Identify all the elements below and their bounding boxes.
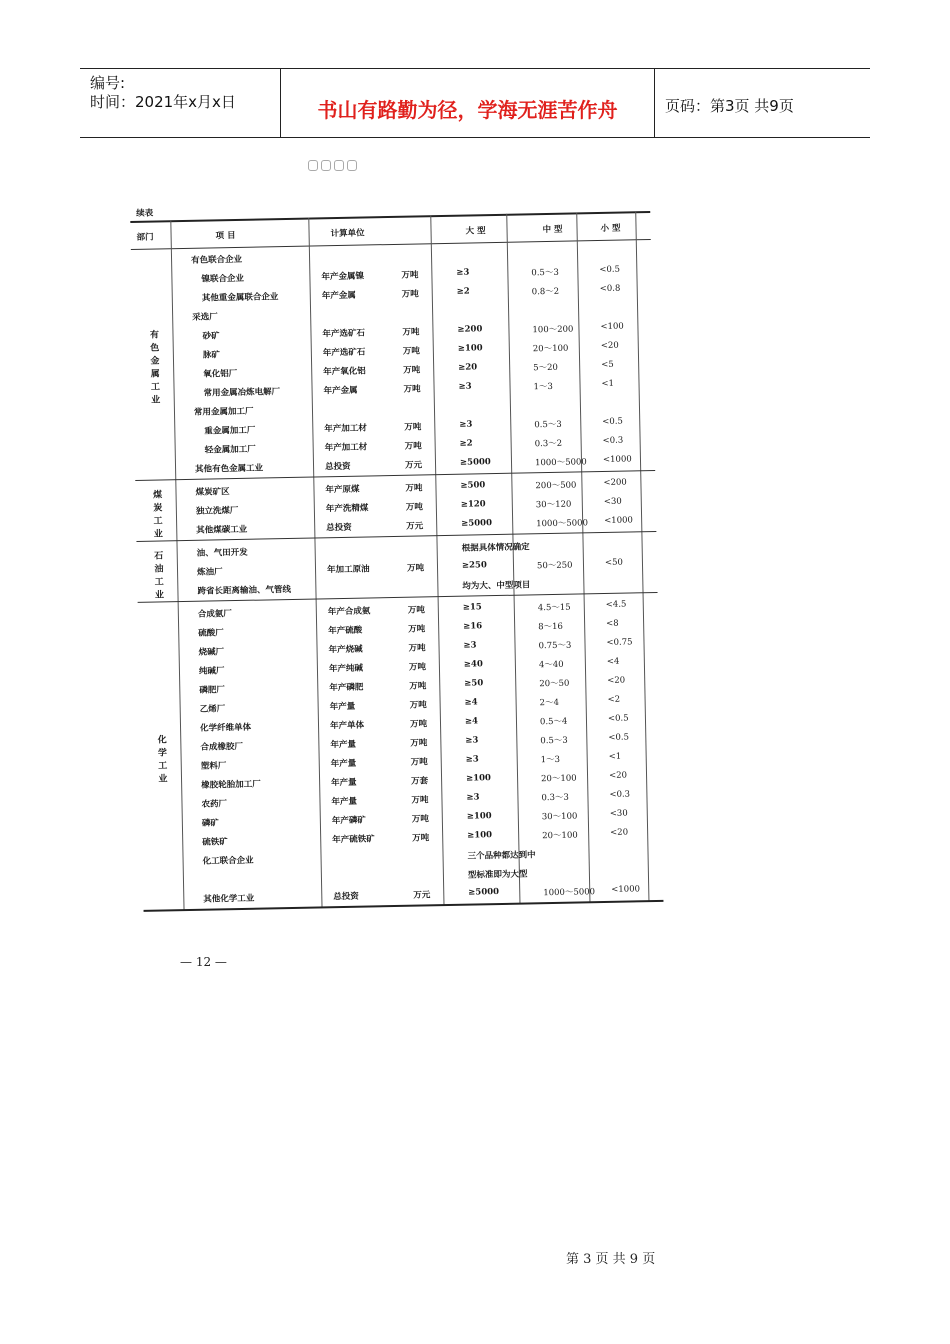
large-cell: ≥3 — [458, 381, 472, 392]
item-cell: 乙烯厂 — [199, 704, 226, 715]
item-cell: 磷矿 — [201, 818, 219, 829]
item-cell: 塑料厂 — [200, 761, 227, 772]
item-cell: 常用金属冶炼电解厂 — [203, 387, 281, 399]
item-cell: 化学纤维单体 — [199, 722, 252, 734]
magnitude-cell: 万元 — [406, 521, 424, 532]
magnitude-cell: 万吨 — [410, 757, 428, 768]
header-page-cell — [655, 69, 870, 137]
medium-cell: 4～40 — [538, 659, 564, 671]
magnitude-cell: 万吨 — [409, 681, 427, 692]
column-header: 部门 — [136, 232, 154, 243]
large-cell: 型标准即为大型 — [467, 869, 528, 881]
magnitude-cell: 万吨 — [402, 346, 420, 357]
unit-cell: 年产氧化铝 — [323, 366, 366, 378]
unit-cell: 年产量 — [329, 701, 356, 713]
small-cell: <1000 — [604, 515, 634, 526]
medium-cell: 0.3～3 — [541, 792, 569, 804]
magnitude-cell: 万吨 — [405, 502, 423, 513]
column-rule — [635, 211, 649, 901]
medium-cell: 0.5～3 — [540, 735, 568, 747]
item-cell: 化工联合企业 — [202, 855, 254, 867]
item-cell: 磷肥厂 — [199, 685, 225, 696]
unit-cell: 年产量 — [330, 739, 357, 751]
magnitude-cell: 万吨 — [403, 384, 421, 395]
small-cell: <0.5 — [608, 732, 630, 743]
small-cell: <20 — [608, 770, 628, 781]
large-cell: ≥20 — [458, 362, 478, 373]
item-cell: 橡胶轮胎加工厂 — [201, 779, 261, 791]
unit-cell: 总投资 — [326, 522, 352, 534]
large-cell: 根据具体情况确定 — [461, 542, 530, 554]
large-cell: ≥2 — [459, 438, 473, 449]
large-cell: ≥5000 — [459, 457, 491, 468]
item-cell: 纯碱厂 — [198, 666, 225, 677]
medium-cell: 5～20 — [533, 362, 559, 374]
small-cell: <0.5 — [607, 713, 629, 724]
item-cell: 其他重金属联合企业 — [201, 292, 279, 304]
column-rule — [170, 220, 184, 910]
unit-cell: 年产加工材 — [324, 442, 368, 454]
magnitude-cell: 万吨 — [412, 833, 430, 844]
large-cell: ≥4 — [464, 697, 478, 708]
medium-cell: 20～100 — [542, 830, 578, 842]
item-cell: 其他煤碳工业 — [196, 524, 248, 536]
large-cell: ≥3 — [465, 735, 479, 746]
column-rule — [308, 218, 322, 908]
large-cell: ≥2 — [456, 286, 470, 297]
item-cell: 跨省长距离输油、气管线 — [197, 584, 292, 597]
medium-cell: 30～100 — [541, 811, 578, 823]
unit-cell: 年产纯碱 — [328, 663, 364, 675]
page-footer: 第 3 页 共 9 页 — [566, 1252, 656, 1267]
unit-cell: 年产硫铁矿 — [332, 834, 375, 846]
item-cell: 煤炭矿区 — [195, 487, 230, 498]
motto: 书山有路勤为径，学海无涯苦作舟 — [317, 98, 618, 122]
item-cell: 氧化铝厂 — [203, 368, 238, 380]
item-cell: 常用金属加工厂 — [193, 406, 254, 418]
medium-cell: 4.5～15 — [537, 602, 571, 614]
header-bottom-rule — [131, 239, 651, 250]
large-cell: ≥100 — [466, 811, 492, 822]
unit-cell: 年产量 — [331, 777, 357, 789]
medium-cell: 0.5～3 — [531, 267, 559, 279]
medium-cell: 50～250 — [536, 560, 573, 572]
large-cell: ≥100 — [457, 343, 483, 354]
item-cell: 硫铁矿 — [202, 837, 228, 848]
large-cell: ≥50 — [464, 678, 484, 689]
item-cell: 农药厂 — [201, 799, 228, 810]
item-cell: 镍联合企业 — [201, 273, 245, 285]
medium-cell: 100～200 — [532, 324, 574, 336]
unit-cell: 总投资 — [333, 891, 359, 903]
department-label: 有 色 金 属 工 业 — [149, 330, 161, 406]
small-cell: <5 — [601, 359, 614, 370]
column-header: 中 型 — [542, 224, 563, 236]
unit-cell: 年产单体 — [329, 720, 365, 732]
department-label: 化 学 工 业 — [157, 735, 168, 785]
magnitude-cell: 万元 — [413, 890, 431, 901]
small-cell: <4.5 — [605, 599, 627, 610]
large-cell: ≥5000 — [461, 518, 493, 529]
column-header: 计算单位 — [330, 228, 365, 240]
small-cell: <1000 — [611, 884, 641, 895]
unit-cell: 年产金属镍 — [321, 271, 365, 283]
column-rule — [576, 212, 590, 902]
item-cell: 合成橡胶厂 — [200, 741, 244, 753]
small-cell: <0.3 — [602, 435, 624, 446]
unit-cell: 年产烧碱 — [328, 644, 363, 656]
large-cell: 均为大、中型项目 — [462, 580, 531, 592]
medium-cell: 0.5～3 — [534, 419, 562, 431]
document-header — [80, 68, 870, 138]
column-header: 大 型 — [465, 226, 486, 237]
page-label: 页码：第3页 共9页 — [665, 97, 794, 115]
small-cell: <30 — [609, 808, 628, 819]
small-cell: <2 — [607, 694, 621, 705]
header-info-cell — [80, 69, 281, 137]
unit-cell: 年产量 — [330, 758, 357, 770]
column-header: 项 目 — [215, 230, 236, 242]
unit-cell: 年产金属 — [323, 385, 358, 397]
unit-cell: 年产原煤 — [325, 484, 360, 496]
unit-cell: 年加工原油 — [326, 564, 370, 576]
medium-cell: 0.8～2 — [531, 286, 560, 298]
small-cell: <20 — [600, 340, 619, 351]
small-cell: <1 — [601, 378, 615, 389]
unit-cell: 年产选矿石 — [322, 328, 366, 340]
magnitude-cell: 万套 — [411, 776, 429, 787]
scan-smudge — [308, 156, 370, 170]
large-cell: ≥3 — [456, 267, 470, 278]
magnitude-cell: 万吨 — [410, 738, 428, 749]
department-label: 煤 炭 工 业 — [152, 489, 163, 540]
medium-cell: 20～100 — [532, 343, 569, 355]
item-cell: 砂矿 — [202, 331, 220, 342]
unit-cell: 年产选矿石 — [322, 347, 366, 359]
magnitude-cell: 万吨 — [403, 365, 421, 376]
medium-cell: 8～16 — [538, 621, 564, 633]
code-label: 编号: — [90, 74, 126, 92]
large-cell: ≥200 — [457, 324, 483, 335]
unit-cell: 年产磷矿 — [331, 815, 366, 827]
unit-cell: 年产硫酸 — [328, 625, 363, 637]
large-cell: ≥100 — [467, 830, 493, 841]
magnitude-cell: 万吨 — [401, 289, 419, 300]
magnitude-cell: 万吨 — [409, 700, 427, 711]
large-cell: ≥16 — [463, 621, 483, 632]
large-cell: ≥4 — [464, 716, 479, 727]
magnitude-cell: 万吨 — [404, 441, 422, 452]
item-cell: 合成氨厂 — [197, 609, 232, 620]
medium-cell: 2～4 — [539, 697, 560, 709]
small-cell: <200 — [603, 477, 627, 488]
magnitude-cell: 万吨 — [406, 563, 425, 574]
magnitude-cell: 万吨 — [404, 422, 422, 433]
item-cell: 其他化学工业 — [203, 893, 255, 905]
magnitude-cell: 万吨 — [408, 643, 426, 654]
large-cell: ≥500 — [460, 480, 486, 491]
magnitude-cell: 万吨 — [402, 327, 420, 338]
unit-cell: 年产量 — [331, 796, 358, 808]
scanned-page — [130, 150, 680, 950]
item-cell: 采选厂 — [192, 312, 218, 323]
unit-cell: 年产磷肥 — [329, 682, 364, 694]
medium-cell: 20～50 — [539, 678, 570, 690]
magnitude-cell: 万吨 — [401, 270, 419, 281]
small-cell: <1 — [608, 751, 622, 762]
large-cell: ≥5000 — [468, 887, 500, 898]
medium-cell: 0.5～4 — [539, 716, 568, 728]
large-cell: ≥100 — [465, 773, 492, 784]
medium-cell: 30～120 — [535, 499, 572, 511]
magnitude-cell: 万吨 — [408, 624, 426, 635]
small-cell: <0.5 — [602, 416, 623, 427]
unit-cell: 年产洗精煤 — [325, 503, 369, 515]
magnitude-cell: 万吨 — [409, 719, 428, 730]
medium-cell: 200～500 — [535, 480, 577, 492]
small-cell: <1000 — [602, 454, 632, 465]
medium-cell: 0.3～2 — [534, 438, 563, 450]
item-cell: 独立洗煤厂 — [195, 505, 239, 517]
item-cell: 油、气田开发 — [196, 547, 248, 559]
large-cell: ≥3 — [459, 419, 473, 430]
item-cell: 重金属加工厂 — [204, 425, 256, 437]
medium-cell: 1000～5000 — [543, 887, 596, 899]
scanned-table — [130, 195, 684, 935]
small-cell: <0.5 — [599, 264, 621, 276]
large-cell: ≥3 — [465, 754, 479, 765]
magnitude-cell: 万吨 — [405, 483, 423, 494]
large-cell: ≥3 — [463, 640, 477, 651]
small-cell: <8 — [606, 618, 619, 629]
large-cell: ≥15 — [462, 602, 482, 613]
department-label: 石 油 工 业 — [154, 550, 165, 601]
scan-page-number: — 12 — — [180, 955, 227, 969]
medium-cell: 0.75～3 — [538, 640, 572, 652]
item-cell: 硫酸厂 — [198, 628, 224, 639]
column-rule — [430, 215, 444, 905]
small-cell: <100 — [600, 321, 624, 332]
small-cell: <4 — [606, 656, 620, 667]
column-rule — [506, 214, 520, 904]
table-top-rule — [130, 211, 650, 223]
large-cell: 三个品种都达到中 — [467, 850, 536, 862]
medium-cell: 20～100 — [541, 773, 577, 785]
magnitude-cell: 万元 — [404, 460, 423, 471]
large-cell: ≥250 — [461, 560, 487, 571]
item-cell: 脉矿 — [202, 350, 221, 361]
item-cell: 烧碱厂 — [198, 647, 225, 658]
magnitude-cell: 万吨 — [411, 795, 429, 806]
large-cell: ≥40 — [463, 659, 483, 670]
magnitude-cell: 万吨 — [408, 662, 427, 673]
medium-cell: 1000～5000 — [536, 518, 589, 530]
item-cell: 有色联合企业 — [190, 254, 243, 266]
medium-cell: 1～3 — [540, 754, 561, 766]
unit-cell: 年产金属 — [321, 290, 356, 302]
item-cell: 炼油厂 — [196, 567, 223, 578]
date-label: 时间：2021年x月x日 — [90, 93, 236, 111]
medium-cell: 1000～5000 — [534, 457, 587, 469]
small-cell: <20 — [607, 675, 626, 686]
small-cell: <30 — [603, 496, 622, 507]
small-cell: <50 — [604, 557, 624, 568]
small-cell: <0.75 — [606, 637, 633, 648]
unit-cell: 总投资 — [324, 461, 351, 473]
small-cell: <0.3 — [609, 789, 631, 800]
header-motto-cell — [281, 69, 655, 137]
magnitude-cell: 万吨 — [411, 814, 429, 825]
column-header: 小 型 — [600, 223, 621, 234]
large-cell: ≥3 — [466, 792, 480, 803]
unit-cell: 年产合成氨 — [327, 606, 371, 618]
item-cell: 其他有色金属工业 — [194, 463, 264, 475]
unit-cell: 年产加工材 — [324, 423, 367, 435]
table-caption: 续表 — [136, 208, 154, 219]
large-cell: ≥120 — [460, 499, 486, 510]
magnitude-cell: 万吨 — [407, 605, 425, 616]
small-cell: <0.8 — [599, 283, 621, 294]
item-cell: 轻金属加工厂 — [204, 444, 256, 456]
medium-cell: 1～3 — [533, 381, 553, 393]
small-cell: <20 — [610, 827, 629, 838]
